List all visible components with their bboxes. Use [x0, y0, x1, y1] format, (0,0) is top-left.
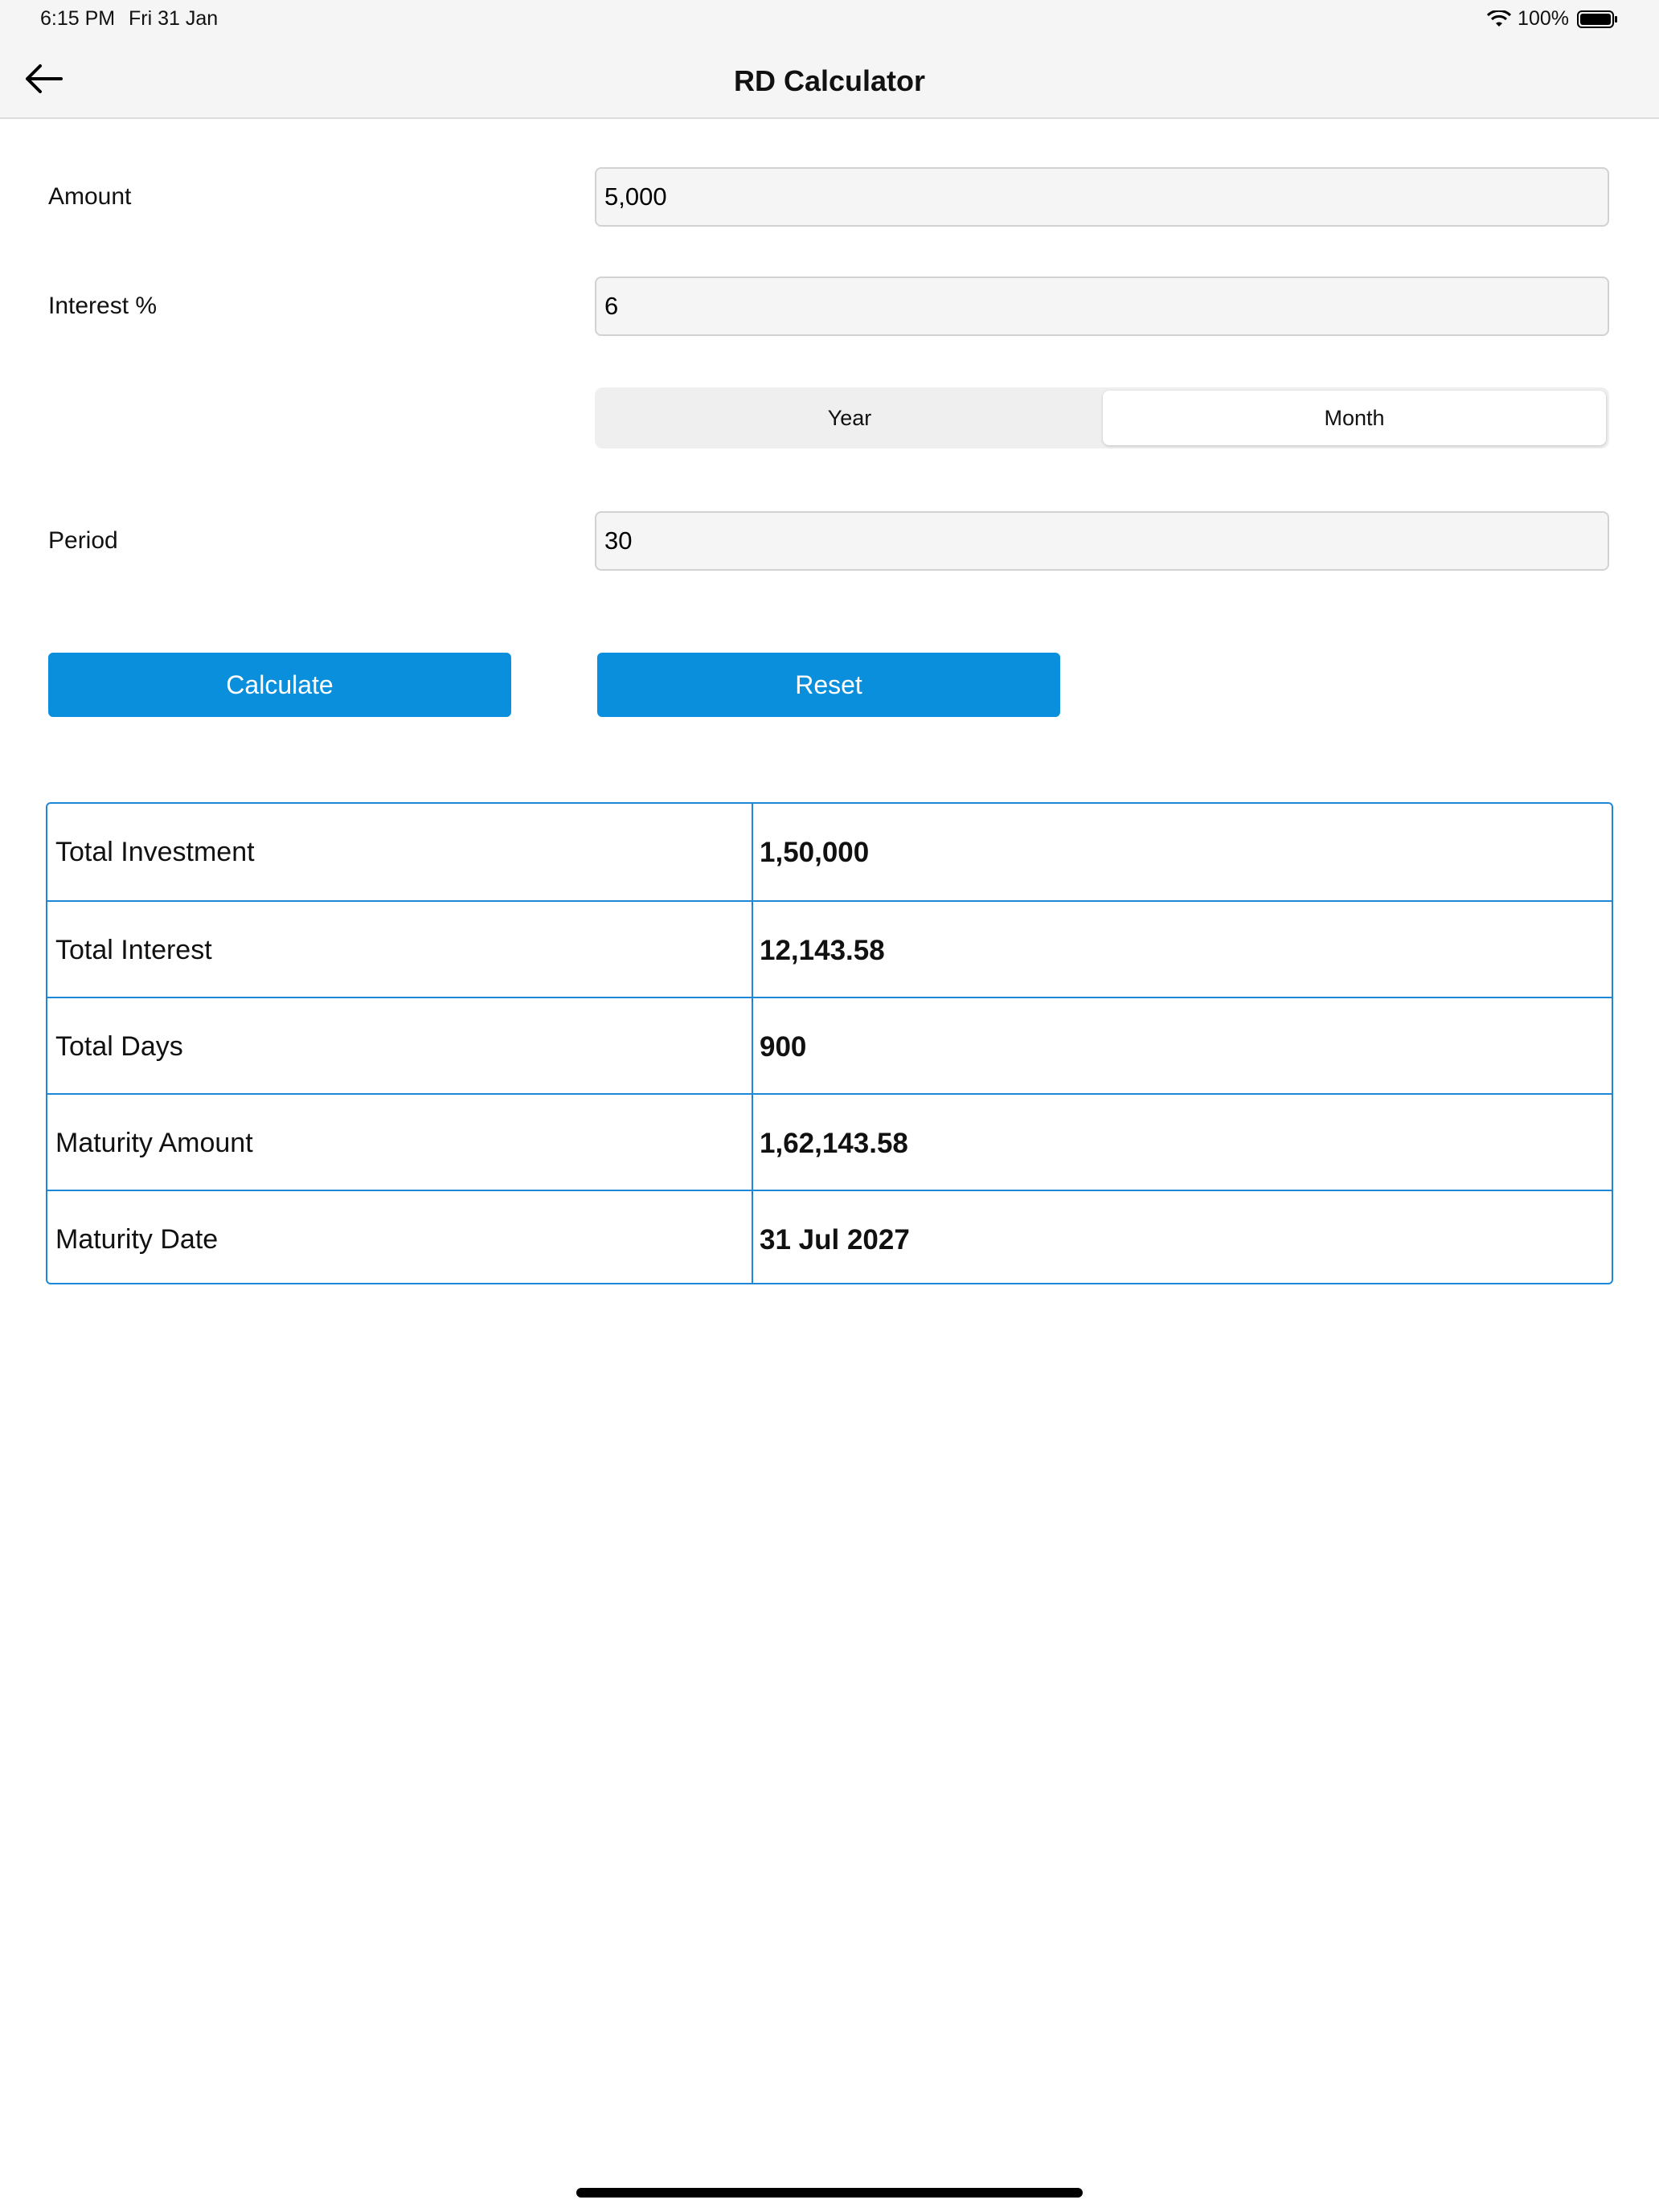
row-label: Maturity Date	[55, 1224, 219, 1255]
row-label: Maturity Amount	[55, 1128, 253, 1158]
segment-year[interactable]: Year	[827, 406, 872, 430]
home-indicator[interactable]	[576, 2188, 1083, 2198]
row-value: 1,62,143.58	[760, 1128, 908, 1159]
interest-label: Interest %	[48, 293, 158, 319]
segment-month[interactable]: Month	[1103, 391, 1606, 445]
row-label: Total Days	[55, 1031, 183, 1062]
status-indicators	[1487, 7, 1619, 31]
table-row	[47, 900, 1612, 997]
status-time: 6:15 PM	[40, 7, 116, 30]
table-row	[47, 1190, 1612, 1284]
amount-label: Amount	[48, 183, 132, 210]
row-label: Total Interest	[55, 935, 212, 965]
reset-button[interactable]: Reset	[597, 653, 1060, 717]
status-date: Fri 31 Jan	[129, 7, 219, 30]
period-input[interactable]: 30	[595, 511, 1609, 571]
row-label: Total Investment	[55, 837, 255, 867]
row-value: 1,50,000	[760, 837, 870, 868]
period-label: Period	[48, 527, 118, 554]
amount-input[interactable]: 5,000	[595, 167, 1609, 227]
calculate-button[interactable]: Calculate	[48, 653, 511, 717]
interest-input[interactable]: 6	[595, 276, 1609, 336]
page-title: RD Calculator	[733, 64, 926, 97]
period-unit-segmented-control	[595, 387, 1609, 449]
battery-icon	[1577, 10, 1619, 29]
row-value: 900	[760, 1031, 807, 1063]
wifi-icon	[1487, 10, 1511, 28]
row-value: 31 Jul 2027	[760, 1224, 910, 1256]
status-bar	[0, 0, 1659, 40]
table-row	[47, 804, 1612, 900]
table-row	[47, 997, 1612, 1093]
nav-bar	[0, 40, 1659, 119]
table-row	[47, 1093, 1612, 1190]
results-table	[46, 802, 1613, 1284]
row-value: 12,143.58	[760, 935, 885, 966]
battery-percent: 100%	[1518, 7, 1569, 30]
